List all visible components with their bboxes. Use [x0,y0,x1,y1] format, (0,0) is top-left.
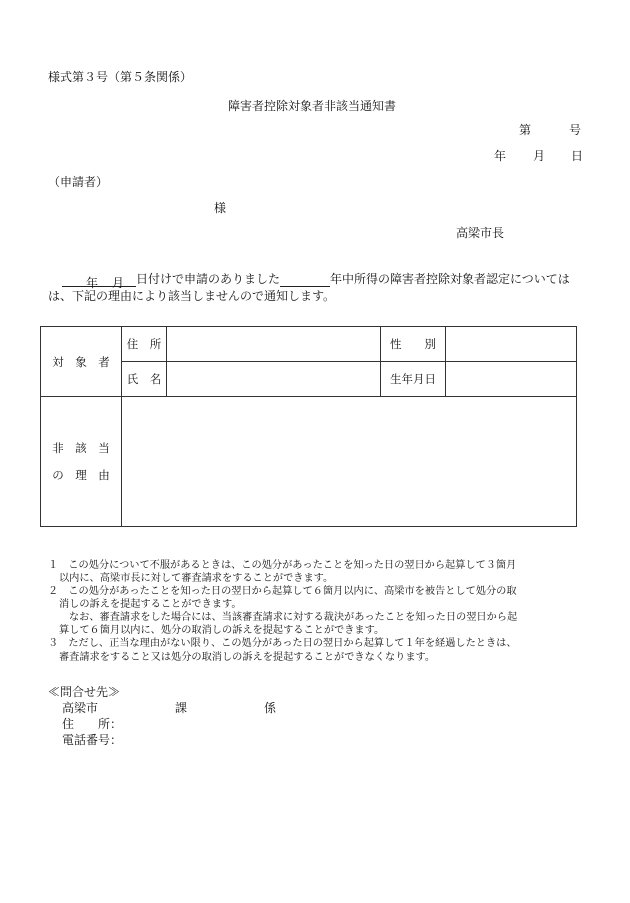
contact-heading: ≪問合せ先≫ [48,685,121,699]
contact-city: 高梁市 [62,701,99,715]
gender-label: 性 別 [381,327,446,362]
applicant-label: （申請者） [48,175,109,189]
address-value[interactable] [167,327,381,362]
note-3-text: ただし、正当な理由がない限り、この処分があった日の翌日から起算して１年を経過したときは、 [68,638,517,649]
note-2-text: この処分があったことを知った日の翌日から起算して６箇月以内に、高梁市を被告として処分の取 [68,586,517,597]
note-1-text: この処分について不服があるときは、この処分があったことを知った日の翌日から起算して３箇月 [68,560,517,571]
subject-label: 対 象 者 [41,327,122,397]
note-1-line-2: 以内に、高梁市長に対して審査請求をすることができます。 [59,573,334,584]
form-number: 様式第３号（第５条関係） [48,70,193,84]
date-month: 月 [533,149,546,163]
body-date-applied: 日付けで申請のありました [136,272,281,286]
document-title: 障害者控除対象者非該当通知書 [228,99,397,113]
reason-label-line-2: の 理 由 [52,467,110,482]
note-2b-line-1: なお、審査請求をした場合には、当該審査請求に対する裁決があったことを知った日の翌日から起 [69,612,518,623]
blank-year [62,274,86,287]
note-3-number: ３ [48,638,59,649]
honorific-sama: 様 [214,201,227,215]
contact-staff: 係 [264,701,277,715]
blank-day [124,274,136,287]
blank-month [98,274,112,287]
date-day: 日 [571,149,584,163]
contact-address-label: 住 所： [62,717,123,731]
note-3-line-1 [48,634,517,649]
body-line-2: は、下記の理由により該当しませんので通知します。 [48,289,336,303]
body-line1-rest: 年中所得の障害者控除対象者認定については [330,272,570,286]
doc-number-suffix: 号 [569,123,582,137]
birthdate-label: 生年月日 [381,362,446,397]
date-year: 年 [494,149,507,163]
body-month: 月 [112,276,125,290]
contact-phone-label: 電話番号： [62,733,123,747]
issuer-name: 高梁市長 [456,226,505,240]
note-3-line-2: 審査請求をすること又は処分の取消しの訴えを提起することができなくなります。 [59,652,436,663]
reason-label-line-1: 非 該 当 [52,441,110,456]
contact-section: 課 [175,701,188,715]
address-label: 住 所 [122,327,167,362]
birthdate-value[interactable] [446,362,577,397]
blank-tax-year [280,274,330,287]
reason-value[interactable] [122,397,577,527]
note-2-line-2: 消しの訴えを提起することができます。 [59,599,242,610]
reason-label [41,397,122,527]
name-value[interactable] [167,362,381,397]
note-1-number: １ [48,560,59,571]
body-year: 年 [86,276,99,290]
subject-table [40,326,577,527]
name-label: 氏 名 [122,362,167,397]
note-2b-line-2: 算して６箇月以内に、処分の取消しの訴えを提起することができます。 [59,625,385,636]
note-2-number: ２ [48,586,59,597]
doc-number-prefix: 第 [519,123,532,137]
gender-value[interactable] [446,327,577,362]
body-line-1 [62,270,570,290]
